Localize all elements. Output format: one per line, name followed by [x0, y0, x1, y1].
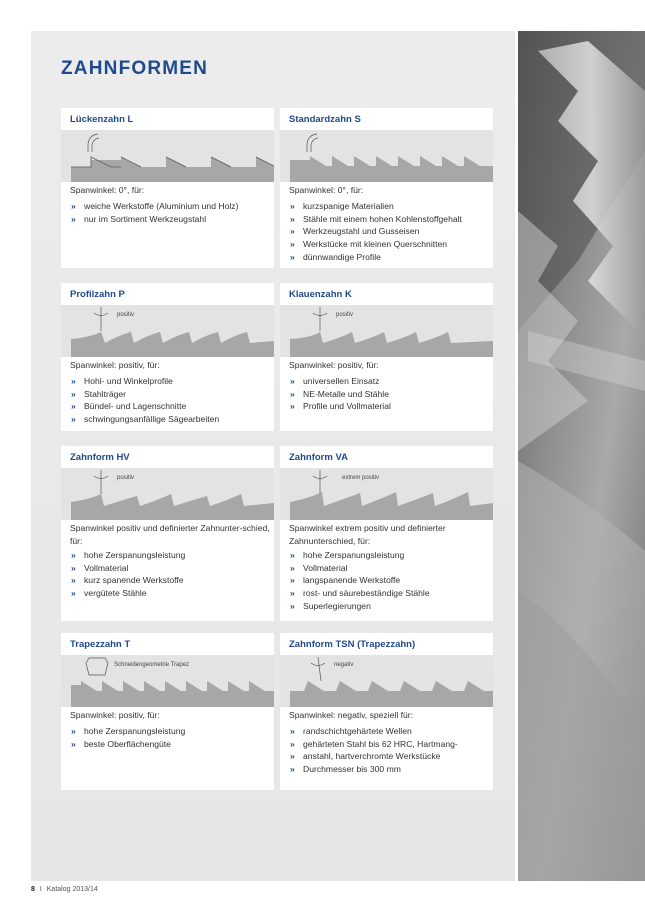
list-item: » Superlegierungen — [289, 600, 430, 613]
rake-angle-annotation: positiv — [117, 475, 135, 481]
tooth-profile-graphic — [61, 305, 274, 357]
card-title: Profilzahn P — [70, 289, 125, 300]
tooth-card-trapezzahn — [61, 633, 274, 790]
card-list — [289, 549, 430, 613]
card-list — [70, 375, 219, 426]
tooth-card-hv — [61, 446, 274, 621]
list-item: » Stahlträger — [70, 388, 219, 401]
list-item: » Werkzeugstahl und Gusseisen — [289, 225, 462, 238]
list-item: » langspanende Werkstoffe — [289, 574, 430, 587]
card-title: Klauenzahn K — [289, 289, 352, 300]
saw-blade-photo — [518, 31, 645, 881]
card-title: Trapezzahn T — [70, 639, 131, 650]
card-description: Spanwinkel: positiv, für: — [70, 710, 160, 720]
list-item: » Hohl- und Winkelprofile — [70, 375, 219, 388]
rake-angle-annotation: positiv — [117, 312, 135, 318]
card-description: Spanwinkel: 0°, für: — [70, 185, 145, 195]
card-title: Zahnform VA — [289, 452, 348, 463]
list-item: » Werkstücke mit kleinen Querschnitten — [289, 238, 462, 251]
tooth-profile-va — [280, 468, 493, 520]
tooth-profile-profilzahn — [61, 305, 274, 357]
list-item: » Durchmesser bis 300 mm — [289, 763, 458, 776]
list-item: » hohe Zerspanungsleistung — [70, 725, 185, 738]
card-description: Spanwinkel: negativ, speziell für: — [289, 710, 414, 720]
card-title: Lückenzahn L — [70, 114, 134, 125]
list-item: » gehärteten Stahl bis 62 HRC, Hartmang- — [289, 738, 458, 751]
rake-angle-annotation: positiv — [336, 312, 354, 318]
card-description: Spanwinkel: positiv, für: — [70, 360, 160, 370]
card-list — [289, 725, 458, 776]
card-description: Spanwinkel positiv und definierter Zahnunter-schied, für: — [70, 523, 270, 546]
footer-separator: I — [39, 886, 42, 893]
card-title: Zahnform HV — [70, 452, 130, 463]
card-list — [289, 375, 391, 413]
tooth-profile-lueckenzahn — [61, 130, 274, 182]
card-description: Spanwinkel extrem positiv und definierter Zahnunterschied, für: — [289, 523, 446, 546]
tooth-profile-graphic — [280, 305, 493, 357]
tooth-profile-standardzahn — [280, 130, 493, 182]
tooth-profile-graphic — [61, 468, 274, 520]
list-item: » vergütete Stähle — [70, 587, 185, 600]
list-item: » anstahl, hartverchromte Werkstücke — [289, 750, 458, 763]
card-list — [70, 549, 185, 600]
list-item: » weiche Werkstoffe (Aluminium und Holz) — [70, 200, 238, 213]
list-item: » hohe Zerspanungsleistung — [70, 549, 185, 562]
tooth-card-tsn — [280, 633, 493, 790]
tooth-card-standardzahn — [280, 108, 493, 268]
tooth-profile-trapezzahn — [61, 655, 274, 707]
list-item: » Stähle mit einem hohen Kohlenstoffgehalt — [289, 213, 462, 226]
card-title: Zahnform TSN (Trapezzahn) — [289, 639, 416, 650]
list-item: » Vollmaterial — [289, 562, 430, 575]
list-item: » universellen Einsatz — [289, 375, 391, 388]
tooth-card-klauenzahn — [280, 283, 493, 431]
tooth-profile-graphic — [280, 468, 493, 520]
card-description: Spanwinkel: 0°, für: — [289, 185, 364, 195]
list-item: » Profile und Vollmaterial — [289, 400, 391, 413]
list-item: » randschichtgehärtete Wellen — [289, 725, 458, 738]
page-number: 8 — [31, 886, 35, 893]
catalog-label: Katalog 2013/14 — [46, 886, 98, 893]
list-item: » beste Oberflächengüte — [70, 738, 185, 751]
page-title: ZAHNFORMEN — [61, 58, 209, 79]
tooth-card-lueckenzahn — [61, 108, 274, 268]
card-list — [289, 200, 462, 264]
tooth-card-va — [280, 446, 493, 621]
list-item: » hohe Zerspanungsleistung — [289, 549, 430, 562]
card-description: Spanwinkel: positiv, für: — [289, 360, 379, 370]
tooth-profile-tsn — [280, 655, 493, 707]
card-list — [70, 200, 238, 225]
page-footer — [31, 886, 98, 893]
list-item: » NE-Metalle und Stähle — [289, 388, 391, 401]
list-item: » nur im Sortiment Werkzeugstahl — [70, 213, 238, 226]
rake-angle-annotation: extrem positiv — [342, 475, 380, 481]
tooth-profile-graphic — [61, 130, 274, 182]
rake-angle-annotation: negativ — [334, 662, 354, 668]
geometry-annotation: Schneidengeometrie Trapez — [114, 662, 190, 668]
list-item: » kurz spanende Werkstoffe — [70, 574, 185, 587]
tooth-profile-klauenzahn — [280, 305, 493, 357]
tooth-profile-hv — [61, 468, 274, 520]
list-item: » Vollmaterial — [70, 562, 185, 575]
tooth-profile-graphic — [280, 130, 493, 182]
list-item: » rost- und säurebeständige Stähle — [289, 587, 430, 600]
tooth-card-profilzahn — [61, 283, 274, 431]
list-item: » schwingungsanfällige Sägearbeiten — [70, 413, 219, 426]
card-title: Standardzahn S — [289, 114, 361, 125]
tooth-profile-graphic — [280, 655, 493, 707]
list-item: » dünnwandige Profile — [289, 251, 462, 264]
list-item: » Bündel- und Lagenschnitte — [70, 400, 219, 413]
card-list — [70, 725, 185, 750]
list-item: » kurzspanige Materialien — [289, 200, 462, 213]
